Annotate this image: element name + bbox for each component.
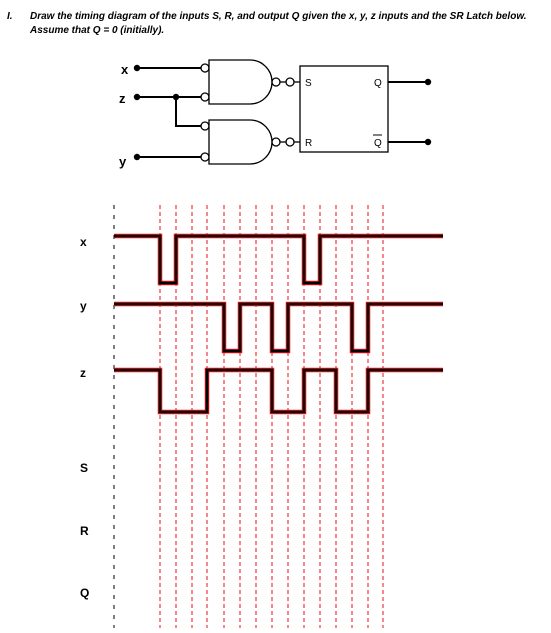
timing-label-z: z	[80, 366, 86, 380]
latch-label-r: R	[305, 138, 313, 149]
latch-label-q: Q	[374, 78, 382, 89]
circuit-label-z: z	[119, 91, 126, 106]
waveform-y-outline	[114, 304, 443, 351]
waveform-z	[114, 370, 443, 412]
timing-label-x: x	[80, 235, 87, 249]
and-gate-top	[209, 60, 272, 104]
timing-labels	[80, 235, 89, 600]
circuit-label-x: x	[121, 62, 129, 77]
output-q-terminal	[425, 79, 431, 85]
r-input-bubble	[286, 138, 294, 146]
waveform-x	[114, 236, 443, 283]
circuit-label-y: y	[119, 154, 127, 169]
waveform-x-outline	[114, 236, 443, 283]
and-gate-bottom	[209, 120, 272, 164]
inverter-bubble	[201, 64, 209, 72]
timing-label-r: R	[80, 524, 89, 538]
output-qbar-terminal	[425, 139, 431, 145]
waveform-z-outline	[114, 370, 443, 412]
s-input-bubble	[286, 78, 294, 86]
latch-label-s: S	[305, 78, 312, 89]
nand-output-bubble	[272, 138, 280, 146]
wire-z-bottom	[176, 97, 203, 126]
latch-label-qbar: Q	[374, 138, 382, 149]
inverter-bubble	[201, 122, 209, 130]
timing-grid	[160, 205, 383, 628]
inverter-bubble	[201, 153, 209, 161]
timing-label-q: Q	[80, 586, 90, 600]
waveforms	[114, 236, 443, 412]
waveform-y	[114, 304, 443, 351]
question-number: I.	[7, 11, 13, 22]
timing-label-s: S	[80, 461, 89, 475]
timing-label-y: y	[80, 299, 87, 313]
question-assumption: Assume that Q = 0 (initially).	[30, 25, 165, 36]
inverter-bubble	[201, 93, 209, 101]
circuit-diagram	[119, 60, 431, 169]
nand-output-bubble	[272, 78, 280, 86]
question-text: Draw the timing diagram of the inputs S, R, and output Q given the x, y, z inputs and the SR Latch below.	[30, 11, 527, 22]
